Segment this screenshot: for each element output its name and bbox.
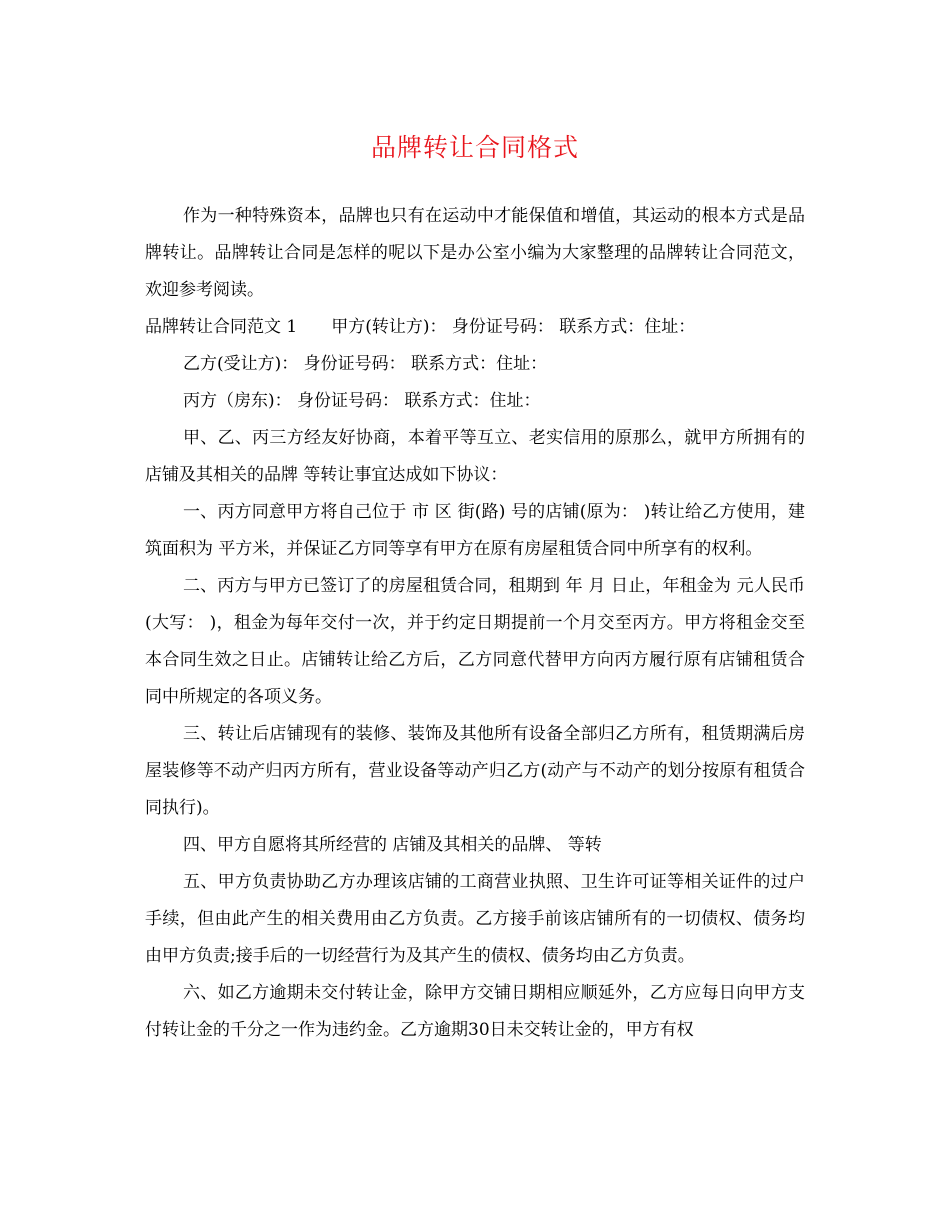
party-a-line: 甲方(转让方)： 身份证号码： 联系方式：住址： bbox=[331, 317, 696, 337]
document-body bbox=[145, 198, 805, 1049]
document-title: 品牌转让合同格式 bbox=[370, 133, 579, 162]
preamble-paragraph: 甲、乙、丙三方经友好协商，本着平等互立、老实信用的原那么，就甲方所拥有的 店铺及其相关的品牌 等转让事宜达成如下协议： bbox=[145, 428, 805, 485]
clause-4: 四、甲方自愿将其所经营的 店铺及其相关的品牌、 等转 bbox=[183, 835, 602, 855]
sample-heading: 品牌转让合同范文 1 bbox=[145, 317, 298, 337]
clause-2: 二、丙方与甲方已签订了的房屋租赁合同，租期到 年 月 日止，年租金为 元人民币(大写： )，租金为每年交付一次，并于约定日期提前一个月交至丙方。甲方将租金交至本合同生效之日止。店铺转让给乙方后，乙方同意代替甲方向丙方履行原有店铺租赁合同中所规定的各项义务。 bbox=[145, 576, 805, 707]
sample-heading-line bbox=[145, 309, 805, 346]
clause-5: 五、甲方负责协助乙方办理该店铺的工商营业执照、卫生许可证等相关证件的过户手续，但由此产生的相关费用由乙方负责。乙方接手前该店铺所有的一切债权、债务均由甲方负责;接手后的一切经营行为及其产生的债权、债务均由乙方负责。 bbox=[145, 872, 805, 966]
party-b-line: 乙方(受让方)： 身份证号码： 联系方式：住址： bbox=[183, 354, 548, 374]
clause-3: 三、转让后店铺现有的装修、装饰及其他所有设备全部归乙方所有，租赁期满后房屋装修等不动产归丙方所有，营业设备等动产归乙方(动产与不动产的划分按原有租赁合同执行)。 bbox=[145, 724, 805, 818]
clause-6: 六、如乙方逾期未交付转让金，除甲方交铺日期相应顺延外，乙方应每日向甲方支付转让金的千分之一作为违约金。乙方逾期30日未交转让金的，甲方有权 bbox=[145, 983, 805, 1040]
clause-1: 一、丙方同意甲方将自己位于 市 区 街(路) 号的店铺(原为： )转让给乙方使用，建筑面积为 平方米，并保证乙方同等享有甲方在原有房屋租赁合同中所享有的权利。 bbox=[145, 502, 805, 559]
party-c-line: 丙方（房东)： 身份证号码： 联系方式：住址： bbox=[183, 391, 541, 411]
intro-paragraph: 作为一种特殊资本，品牌也只有在运动中才能保值和增值，其运动的根本方式是品牌转让。品牌转让合同是怎样的呢以下是办公室小编为大家整理的品牌转让合同范文，欢迎参考阅读。 bbox=[145, 206, 805, 300]
